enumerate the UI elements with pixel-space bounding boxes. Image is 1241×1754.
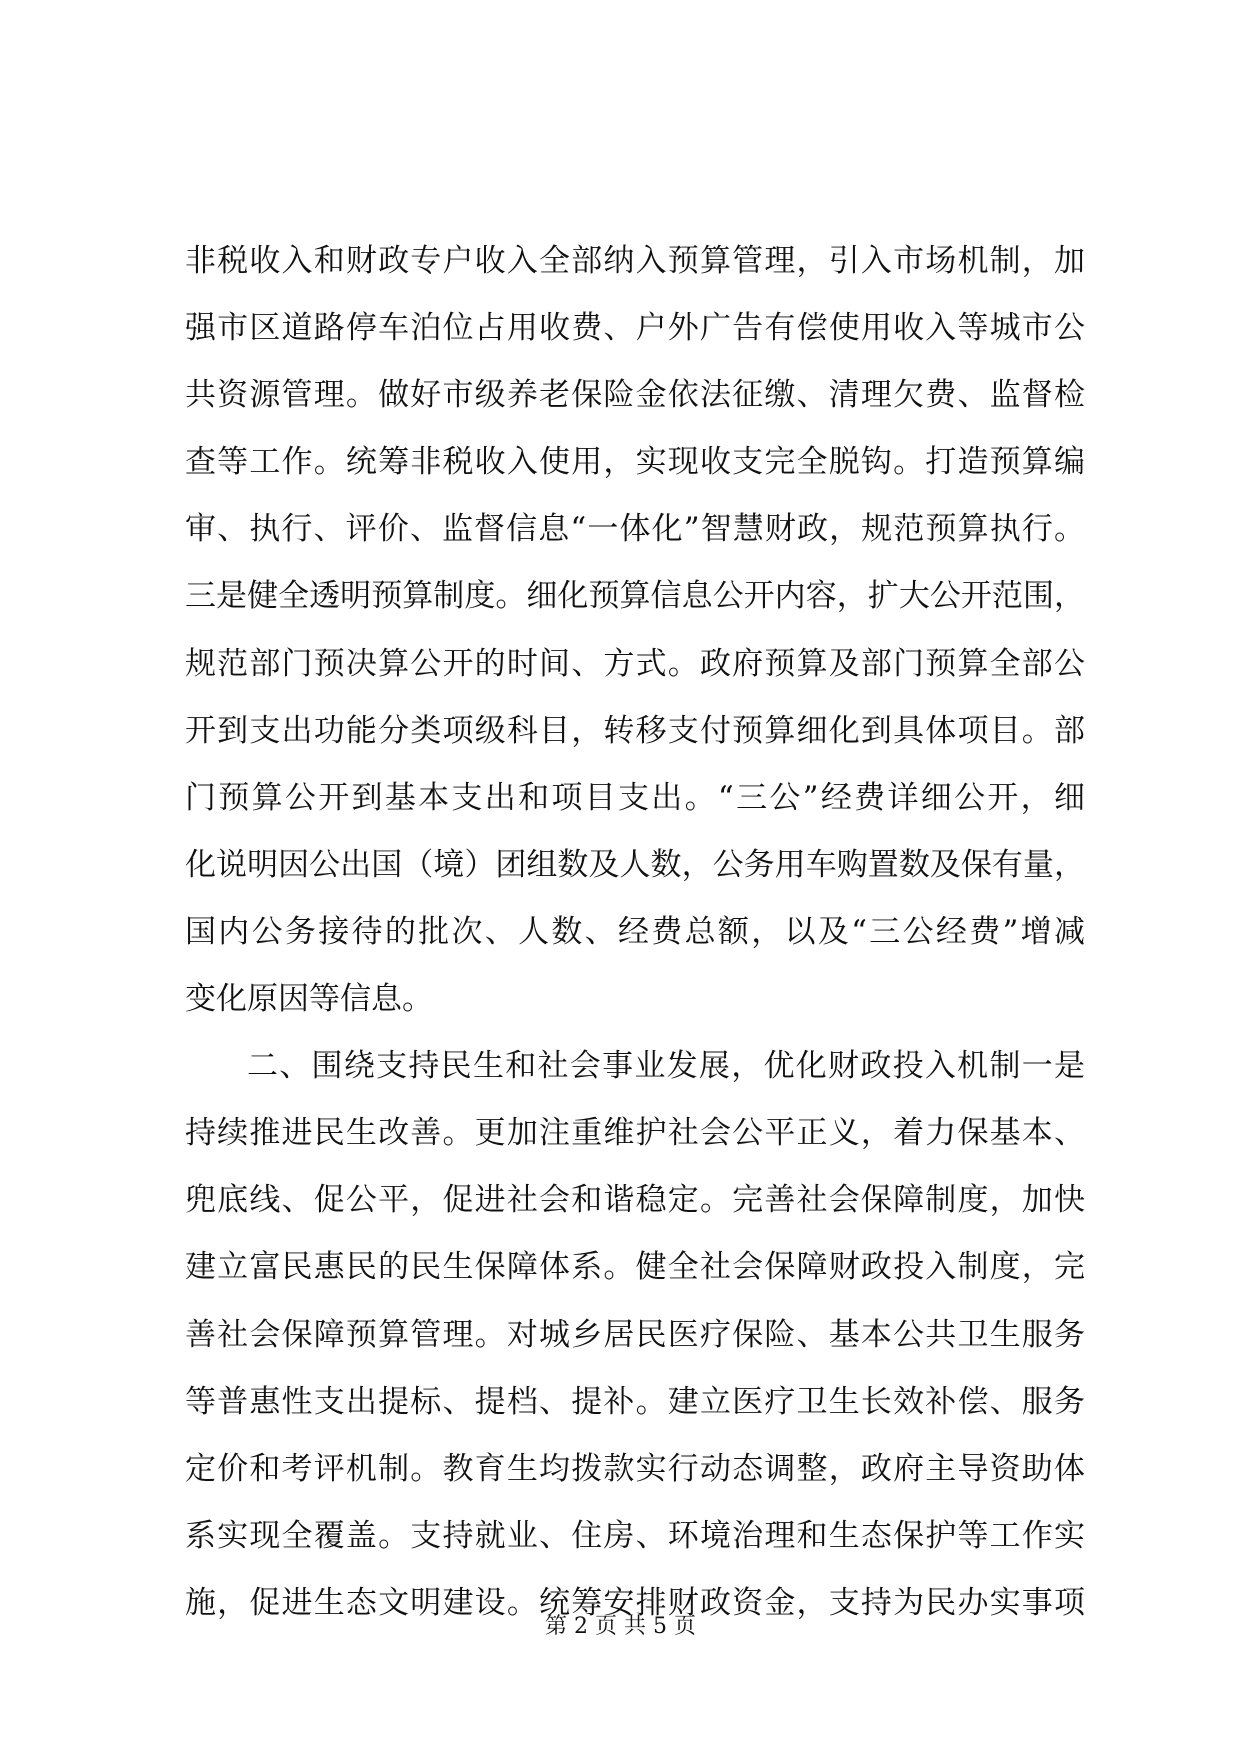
text-line: 善社会保障预算管理。对城乡居民医疗保险、基本公共卫生服务 (185, 1316, 1085, 1353)
text-line: 国内公务接待的批次、人数、经费总额，以及“三公经费”增减 (185, 913, 1085, 950)
text-line: 强市区道路停车泊位占用收费、户外广告有偿使用收入等城市公 (185, 310, 1085, 347)
text-line: 非税收入和财政专户收入全部纳入预算管理，引入市场机制，加 (185, 243, 1085, 279)
text-line: 化说明因公出国（境）团组数及人数，公务用车购置数及保有量， (185, 846, 1085, 883)
page-footer: 第 2 页 共 5 页 (545, 1614, 696, 1639)
text-line: 审、执行、评价、监督信息“一体化”智慧财政，规范预算执行。 (185, 511, 1085, 548)
text-line: 查等工作。统筹非税收入使用，实现收支完全脱钩。打造预算编 (185, 444, 1085, 481)
text-line: 变化原因等信息。 (185, 981, 433, 1018)
text-line: 建立富民惠民的民生保障体系。健全社会保障财政投入制度，完 (185, 1249, 1085, 1286)
text-line: 规范部门预决算公开的时间、方式。政府预算及部门预算全部公 (185, 645, 1085, 682)
text-line: 施，促进生态文明建设。统筹安排财政资金，支持为民办实事项 (185, 1584, 1085, 1621)
text-line: 系实现全覆盖。支持就业、住房、环境治理和生态保护等工作实 (185, 1517, 1085, 1554)
text-line: 共资源管理。做好市级养老保险金依法征缴、清理欠费、监督检 (185, 377, 1085, 414)
body-text (185, 228, 1085, 1637)
text-line: 门预算公开到基本支出和项目支出。“三公”经费详细公开，细 (185, 779, 1085, 816)
text-line: 三是健全透明预算制度。细化预算信息公开内容，扩大公开范围， (185, 578, 1085, 615)
text-line: 等普惠性支出提标、提档、提补。建立医疗卫生长效补偿、服务 (185, 1383, 1085, 1420)
text-line: 定价和考评机制。教育生均拨款实行动态调整，政府主导资助体 (185, 1450, 1085, 1487)
text-line: 持续推进民生改善。更加注重维护社会公平正义，着力保基本、 (185, 1115, 1085, 1152)
section-heading-line: 二、围绕支持民生和社会事业发展，优化财政投入机制一是 (247, 1048, 1085, 1085)
text-line: 开到支出功能分类项级科目，转移支付预算细化到具体项目。部 (185, 712, 1085, 749)
text-line: 兜底线、促公平，促进社会和谐稳定。完善社会保障制度，加快 (185, 1182, 1085, 1219)
